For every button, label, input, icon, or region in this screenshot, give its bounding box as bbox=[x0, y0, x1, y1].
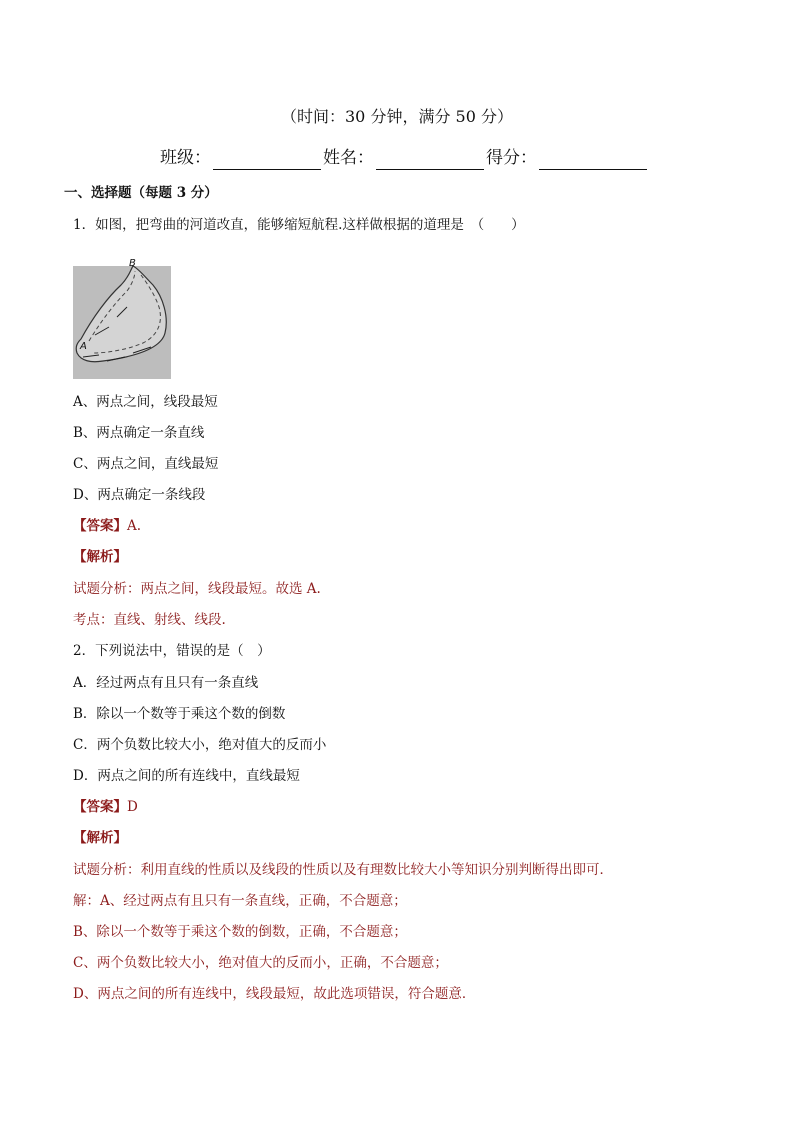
q2-analysis-line: D、两点之间的所有连线中，线段最短，故此选项错误，符合题意． bbox=[73, 986, 476, 1002]
q2-stem: 2．下列说法中，错误的是（ ） bbox=[73, 643, 271, 659]
q2-answer-label: 【答案】 bbox=[73, 799, 127, 815]
name-blank[interactable] bbox=[376, 153, 484, 170]
student-info-line bbox=[160, 146, 649, 170]
q1-option-b: B、两点确定一条直线 bbox=[73, 425, 205, 441]
q2-option-c: C．两个负数比较大小，绝对值大的反而小 bbox=[73, 737, 327, 753]
q1-analysis: 试题分析：两点之间，线段最短。故选 A. bbox=[73, 581, 321, 597]
time-limit-line: （时间：30 分钟，满分 50 分） bbox=[281, 107, 513, 126]
q1-option-c: C、两点之间，直线最短 bbox=[73, 456, 219, 472]
point-b-label: B bbox=[129, 258, 136, 269]
q2-analysis-line: 解：A、经过两点有且只有一条直线，正确，不合题意； bbox=[73, 893, 407, 909]
q1-answer-label: 【答案】 bbox=[73, 518, 127, 534]
q2-answer bbox=[73, 798, 138, 816]
q2-answer-value: D bbox=[127, 799, 138, 815]
q2-analysis-label: 【解析】 bbox=[73, 830, 127, 846]
q1-option-a: A、两点之间，线段最短 bbox=[73, 394, 218, 410]
river-figure bbox=[73, 257, 171, 379]
point-a-label: A bbox=[80, 341, 87, 352]
q2-option-a: A．经过两点有且只有一条直线 bbox=[73, 675, 259, 691]
q1-answer bbox=[73, 517, 141, 535]
q1-stem: 1．如图，把弯曲的河道改直，能够缩短航程.这样做根据的道理是 （ ） bbox=[73, 217, 525, 233]
q2-option-d: D．两点之间的所有连线中，直线最短 bbox=[73, 768, 300, 784]
q1-knowledge-point: 考点：直线、射线、线段. bbox=[73, 612, 226, 628]
class-blank[interactable] bbox=[213, 153, 321, 170]
class-label: 班级： bbox=[160, 148, 211, 168]
score-blank[interactable] bbox=[539, 153, 647, 170]
q2-option-b: B．除以一个数等于乘这个数的倒数 bbox=[73, 706, 286, 722]
section-title: 一、选择题（每题 3 分） bbox=[64, 185, 218, 201]
q1-answer-value: A. bbox=[127, 518, 142, 534]
q2-analysis-line: 试题分析：利用直线的性质以及线段的性质以及有理数比较大小等知识分别判断得出即可． bbox=[73, 862, 613, 878]
name-label: 姓名： bbox=[323, 148, 374, 168]
q2-analysis-line: B、除以一个数等于乘这个数的倒数，正确，不合题意； bbox=[73, 924, 407, 940]
q2-analysis-line: C、两个负数比较大小，绝对值大的反而小，正确，不合题意； bbox=[73, 955, 448, 971]
q1-analysis-label: 【解析】 bbox=[73, 549, 127, 565]
q1-option-d: D、两点确定一条线段 bbox=[73, 487, 206, 503]
score-label: 得分： bbox=[486, 148, 537, 168]
